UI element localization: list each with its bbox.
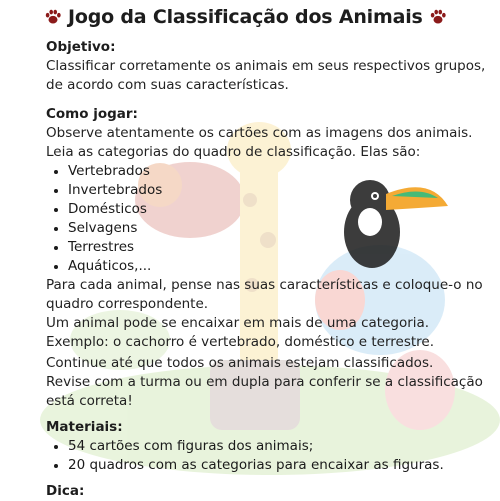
closing-section xyxy=(46,354,486,411)
category-item: • Terrestres xyxy=(68,238,486,257)
category-item: • Domésticos xyxy=(68,200,486,219)
materials-list xyxy=(46,437,486,475)
closing-line: Continue até que todos os animais estejam classificados. xyxy=(46,355,434,371)
tip-section xyxy=(46,482,486,501)
paw-icon xyxy=(44,8,62,26)
category-item: • Vertebrados xyxy=(68,162,486,181)
closing-line: está correta! xyxy=(46,393,133,409)
title-row xyxy=(44,4,484,30)
tip-heading: Dica: xyxy=(46,483,85,499)
how-to-play-line: quadro correspondente. xyxy=(46,296,209,312)
category-item: • Invertebrados xyxy=(68,181,486,200)
how-to-play-line: Um animal pode se encaixar em mais de uma categoria. xyxy=(46,315,430,331)
how-to-play-section xyxy=(46,105,486,352)
category-item: • Selvagens xyxy=(68,219,486,238)
how-to-play-line: Para cada animal, pense nas suas características e coloque-o no xyxy=(46,277,483,293)
objective-line: Classificar corretamente os animais em seus respectivos grupos, xyxy=(46,58,486,74)
materials-heading: Materiais: xyxy=(46,419,123,435)
how-to-play-line: Leia as categorias do quadro de classificação. Elas são: xyxy=(46,144,421,160)
paw-icon xyxy=(429,8,447,26)
objective-heading: Objetivo: xyxy=(46,39,116,55)
material-item: • 54 cartões com figuras dos animais; xyxy=(68,437,486,456)
category-item: • Aquáticos,... xyxy=(68,257,486,276)
how-to-play-line: Exemplo: o cachorro é vertebrado, doméstico e terrestre. xyxy=(46,334,435,350)
page-title: Jogo da Classificação dos Animais xyxy=(68,6,423,28)
objective-section xyxy=(46,38,486,95)
closing-line: Revise com a turma ou em dupla para conferir se a classificação xyxy=(46,374,483,390)
objective-line: de acordo com suas características. xyxy=(46,77,289,93)
materials-section xyxy=(46,418,486,475)
how-to-play-heading: Como jogar: xyxy=(46,106,138,122)
material-item: • 20 quadros com as categorias para encaixar as figuras. xyxy=(68,456,486,475)
how-to-play-line: Observe atentamente os cartões com as imagens dos animais. xyxy=(46,125,473,141)
category-list xyxy=(46,162,486,276)
